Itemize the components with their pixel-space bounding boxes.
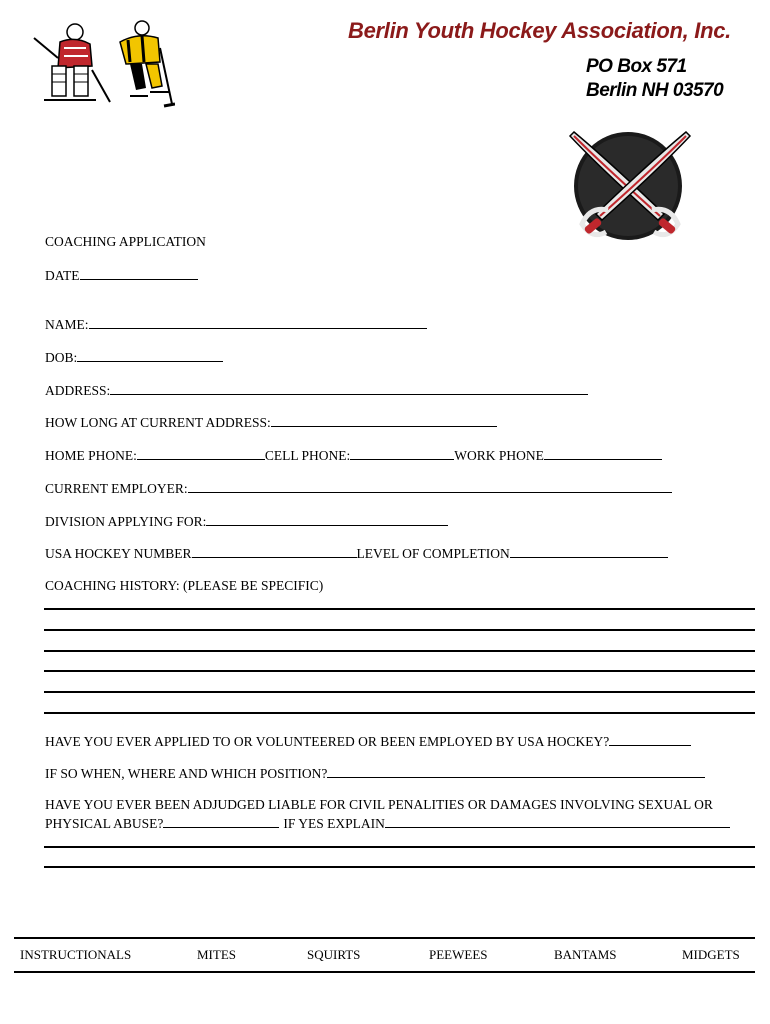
applied-question: HAVE YOU EVER APPLIED TO OR VOLUNTEERED OR BEEN EMPLOYED BY USA HOCKEY? xyxy=(45,734,610,749)
skater-figure xyxy=(120,21,175,106)
date-label: DATE xyxy=(45,268,80,283)
division-mites: MITES xyxy=(197,947,236,962)
address-row xyxy=(45,382,588,399)
phone-row xyxy=(45,447,662,464)
usa-hockey-label: USA HOCKEY NUMBER xyxy=(45,546,192,561)
address-field[interactable] xyxy=(110,382,588,395)
employer-label: CURRENT EMPLOYER: xyxy=(45,481,188,496)
how-long-row xyxy=(45,414,497,431)
how-long-field[interactable] xyxy=(271,414,497,427)
liable-field[interactable] xyxy=(163,815,279,828)
if-yes-label: IF YES EXPLAIN xyxy=(283,816,385,831)
dob-field[interactable] xyxy=(77,349,223,362)
division-peewees: PEEWEES xyxy=(429,947,488,962)
po-box: PO Box 571 xyxy=(586,56,687,77)
liable-question-line2: PHYSICAL ABUSE? xyxy=(45,816,164,831)
form-title: COACHING APPLICATION xyxy=(45,234,206,249)
name-field[interactable] xyxy=(89,316,427,329)
if-yes-field[interactable] xyxy=(385,815,730,828)
dob-label: DOB: xyxy=(45,350,78,365)
work-phone-field[interactable] xyxy=(544,447,662,460)
history-line[interactable] xyxy=(44,650,755,652)
crossed-swords-logo xyxy=(560,128,700,244)
history-line[interactable] xyxy=(44,629,755,631)
work-phone-label: WORK PHONE xyxy=(454,448,544,463)
hockey-players-illustration xyxy=(30,18,175,110)
usa-hockey-row xyxy=(45,545,668,562)
liable-question-line1: HAVE YOU EVER BEEN ADJUDGED LIABLE FOR CIVIL PENALITIES OR DAMAGES INVOLVING SEXUAL OR xyxy=(45,797,713,812)
history-line[interactable] xyxy=(44,691,755,693)
explain-line[interactable] xyxy=(44,846,755,848)
history-line[interactable] xyxy=(44,712,755,714)
cell-phone-field[interactable] xyxy=(350,447,454,460)
history-line[interactable] xyxy=(44,608,755,610)
applied-row xyxy=(45,733,691,750)
goalie-figure xyxy=(34,24,110,102)
explain-line[interactable] xyxy=(44,866,755,868)
history-line[interactable] xyxy=(44,670,755,672)
home-phone-label: HOME PHONE: xyxy=(45,448,137,463)
if-so-row xyxy=(45,765,705,782)
how-long-label: HOW LONG AT CURRENT ADDRESS: xyxy=(45,415,271,430)
if-so-field[interactable] xyxy=(327,765,705,778)
level-field[interactable] xyxy=(510,545,668,558)
usa-hockey-field[interactable] xyxy=(192,545,357,558)
division-label: DIVISION APPLYING FOR: xyxy=(45,514,207,529)
division-midgets: MIDGETS xyxy=(682,947,740,962)
applied-field[interactable] xyxy=(609,733,691,746)
home-phone-field[interactable] xyxy=(137,447,265,460)
address-label: ADDRESS: xyxy=(45,383,111,398)
history-label: COACHING HISTORY: (PLEASE BE SPECIFIC) xyxy=(45,578,324,593)
date-field[interactable] xyxy=(80,267,198,280)
liable-row xyxy=(45,815,730,832)
division-instructionals: INSTRUCTIONALS xyxy=(20,947,132,962)
division-row xyxy=(45,513,448,530)
division-field[interactable] xyxy=(206,513,448,526)
name-label: NAME: xyxy=(45,317,89,332)
organization-name: Berlin Youth Hockey Association, Inc. xyxy=(348,18,731,43)
employer-row xyxy=(45,480,672,497)
employer-field[interactable] xyxy=(188,480,672,493)
dob-row xyxy=(45,349,223,366)
cell-phone-label: CELL PHONE: xyxy=(264,448,351,463)
division-bar xyxy=(14,937,755,973)
city-state-zip: Berlin NH 03570 xyxy=(586,80,724,101)
division-bantams: BANTAMS xyxy=(554,947,617,962)
division-squirts: SQUIRTS xyxy=(307,947,361,962)
if-so-label: IF SO WHEN, WHERE AND WHICH POSITION? xyxy=(45,766,328,781)
level-label: LEVEL OF COMPLETION xyxy=(356,546,510,561)
name-row xyxy=(45,316,427,333)
date-row xyxy=(45,267,198,284)
